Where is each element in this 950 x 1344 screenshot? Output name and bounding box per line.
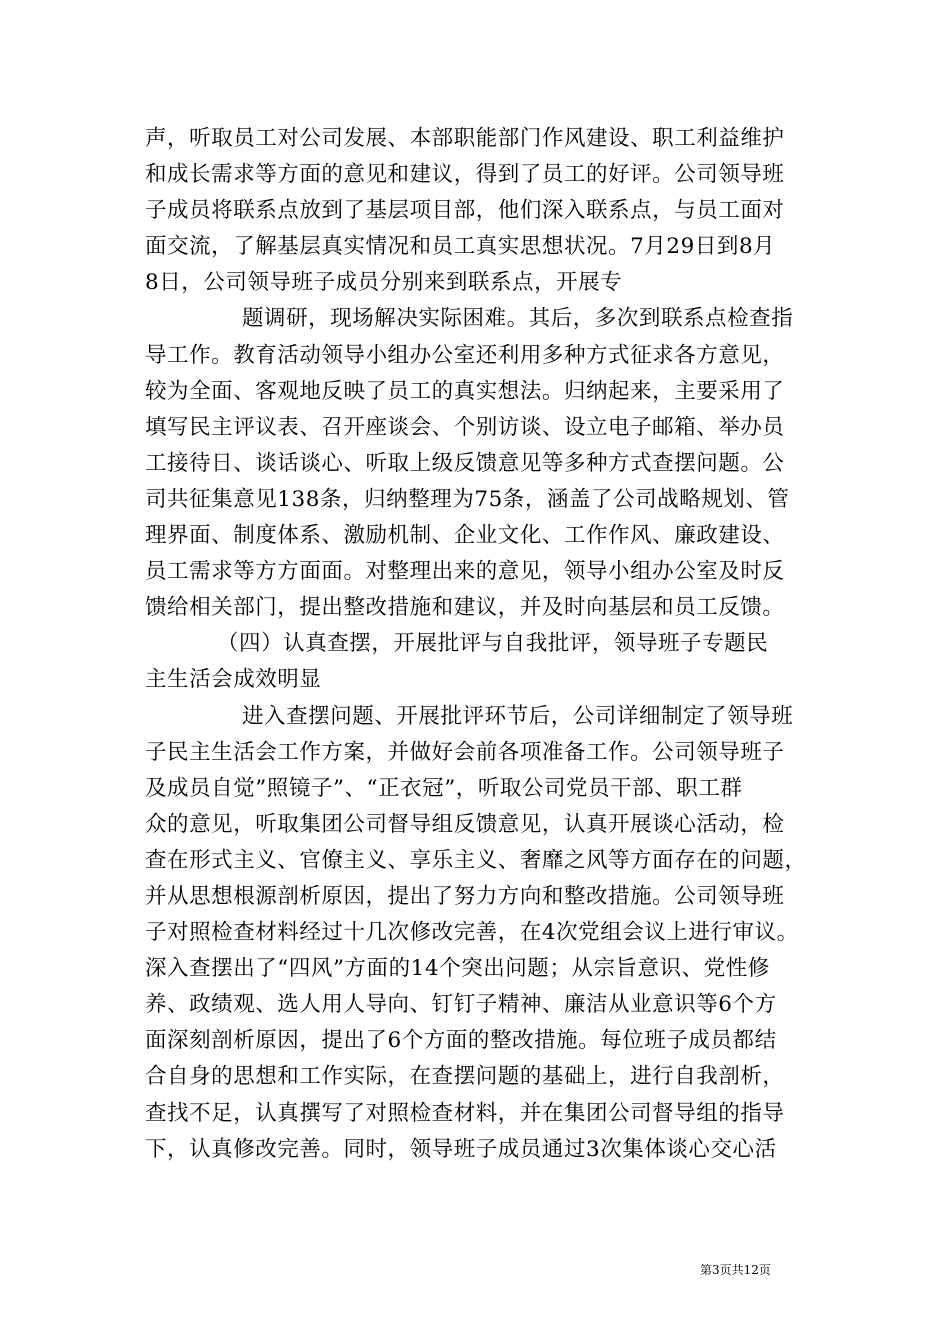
text-line: 填写民主评议表、召开座谈会、个别访谈、设立电子邮箱、举办员 — [145, 414, 785, 440]
text-line: 理界面、制度体系、激励机制、企业文化、工作作风、廉政建设、 — [145, 523, 785, 549]
text-line: 深入查摆出了“四风”方面的14个突出问题；从宗旨意识、党性修 — [145, 956, 770, 982]
text-line: 进入查摆问题、开展批评环节后，公司详细制定了领导班 — [242, 703, 794, 729]
text-line: 养、政绩观、选人用人导向、钉钉子精神、廉洁从业意识等6个方 — [145, 992, 777, 1018]
text-line: 司共征集意见138条，归纳整理为75条，涵盖了公司战略规划、管 — [145, 486, 790, 512]
text-line: 查在形式主义、官僚主义、享乐主义、奢靡之风等方面存在的问题， — [145, 847, 807, 873]
section-heading: （四）认真查摆，开展批评与自我批评，领导班子专题民 — [217, 631, 769, 657]
text-line: 下，认真修改完善。同时，领导班子成员通过3次集体谈心交心活 — [145, 1136, 777, 1162]
text-line: 及成员自觉”照镜子”、“正衣冠”，听取公司党员干部、职工群 — [145, 775, 743, 801]
page-number-footer: 第3页共12页 — [700, 1263, 771, 1277]
text-line: 合自身的思想和工作实际，在查摆问题的基础上，进行自我剖析， — [145, 1064, 785, 1090]
text-line: 题调研，现场解决实际困难。其后，多次到联系点检查指 — [242, 306, 794, 332]
text-line: 面交流，了解基层真实情况和员工真实思想状况。7月29日到8月 — [145, 234, 776, 260]
text-line: 子民主生活会工作方案，并做好会前各项准备工作。公司领导班子 — [145, 739, 785, 765]
text-line: 员工需求等方方面面。对整理出来的意见，领导小组办公室及时反 — [145, 559, 785, 585]
text-line: 馈给相关部门，提出整改措施和建议，并及时向基层和员工反馈。 — [145, 595, 785, 621]
document-body — [145, 121, 825, 1168]
text-line: 声，听取员工对公司发展、本部职能部门作风建设、职工利益维护 — [145, 126, 785, 151]
text-line: 查找不足，认真撰写了对照检查材料，并在集团公司督导组的指导 — [145, 1100, 785, 1126]
text-line: 工接待日、谈话谈心、听取上级反馈意见等多种方式查摆问题。公 — [145, 450, 785, 476]
text-line: 较为全面、客观地反映了员工的真实想法。归纳起来，主要采用了 — [145, 378, 785, 404]
text-line: 和成长需求等方面的意见和建议，得到了员工的好评。公司领导班 — [145, 162, 785, 188]
text-line: 8日，公司领导班子成员分别来到联系点，开展专 — [145, 270, 623, 296]
text-line: 众的意见，听取集团公司督导组反馈意见，认真开展谈心活动，检 — [145, 811, 785, 837]
text-line: 子成员将联系点放到了基层项目部，他们深入联系点，与员工面对 — [145, 198, 785, 224]
section-heading: 主生活会成效明显 — [145, 667, 322, 693]
text-line: 面深刻剖析原因，提出了6个方面的整改措施。每位班子成员都结 — [145, 1028, 777, 1054]
text-line: 子对照检查材料经过十几次修改完善，在4次党组会议上进行审议。 — [145, 920, 799, 946]
text-line: 导工作。教育活动领导小组办公室还利用多种方式征求各方意见， — [145, 342, 785, 368]
text-line: 并从思想根源剖析原因，提出了努力方向和整改措施。公司领导班 — [145, 883, 785, 909]
